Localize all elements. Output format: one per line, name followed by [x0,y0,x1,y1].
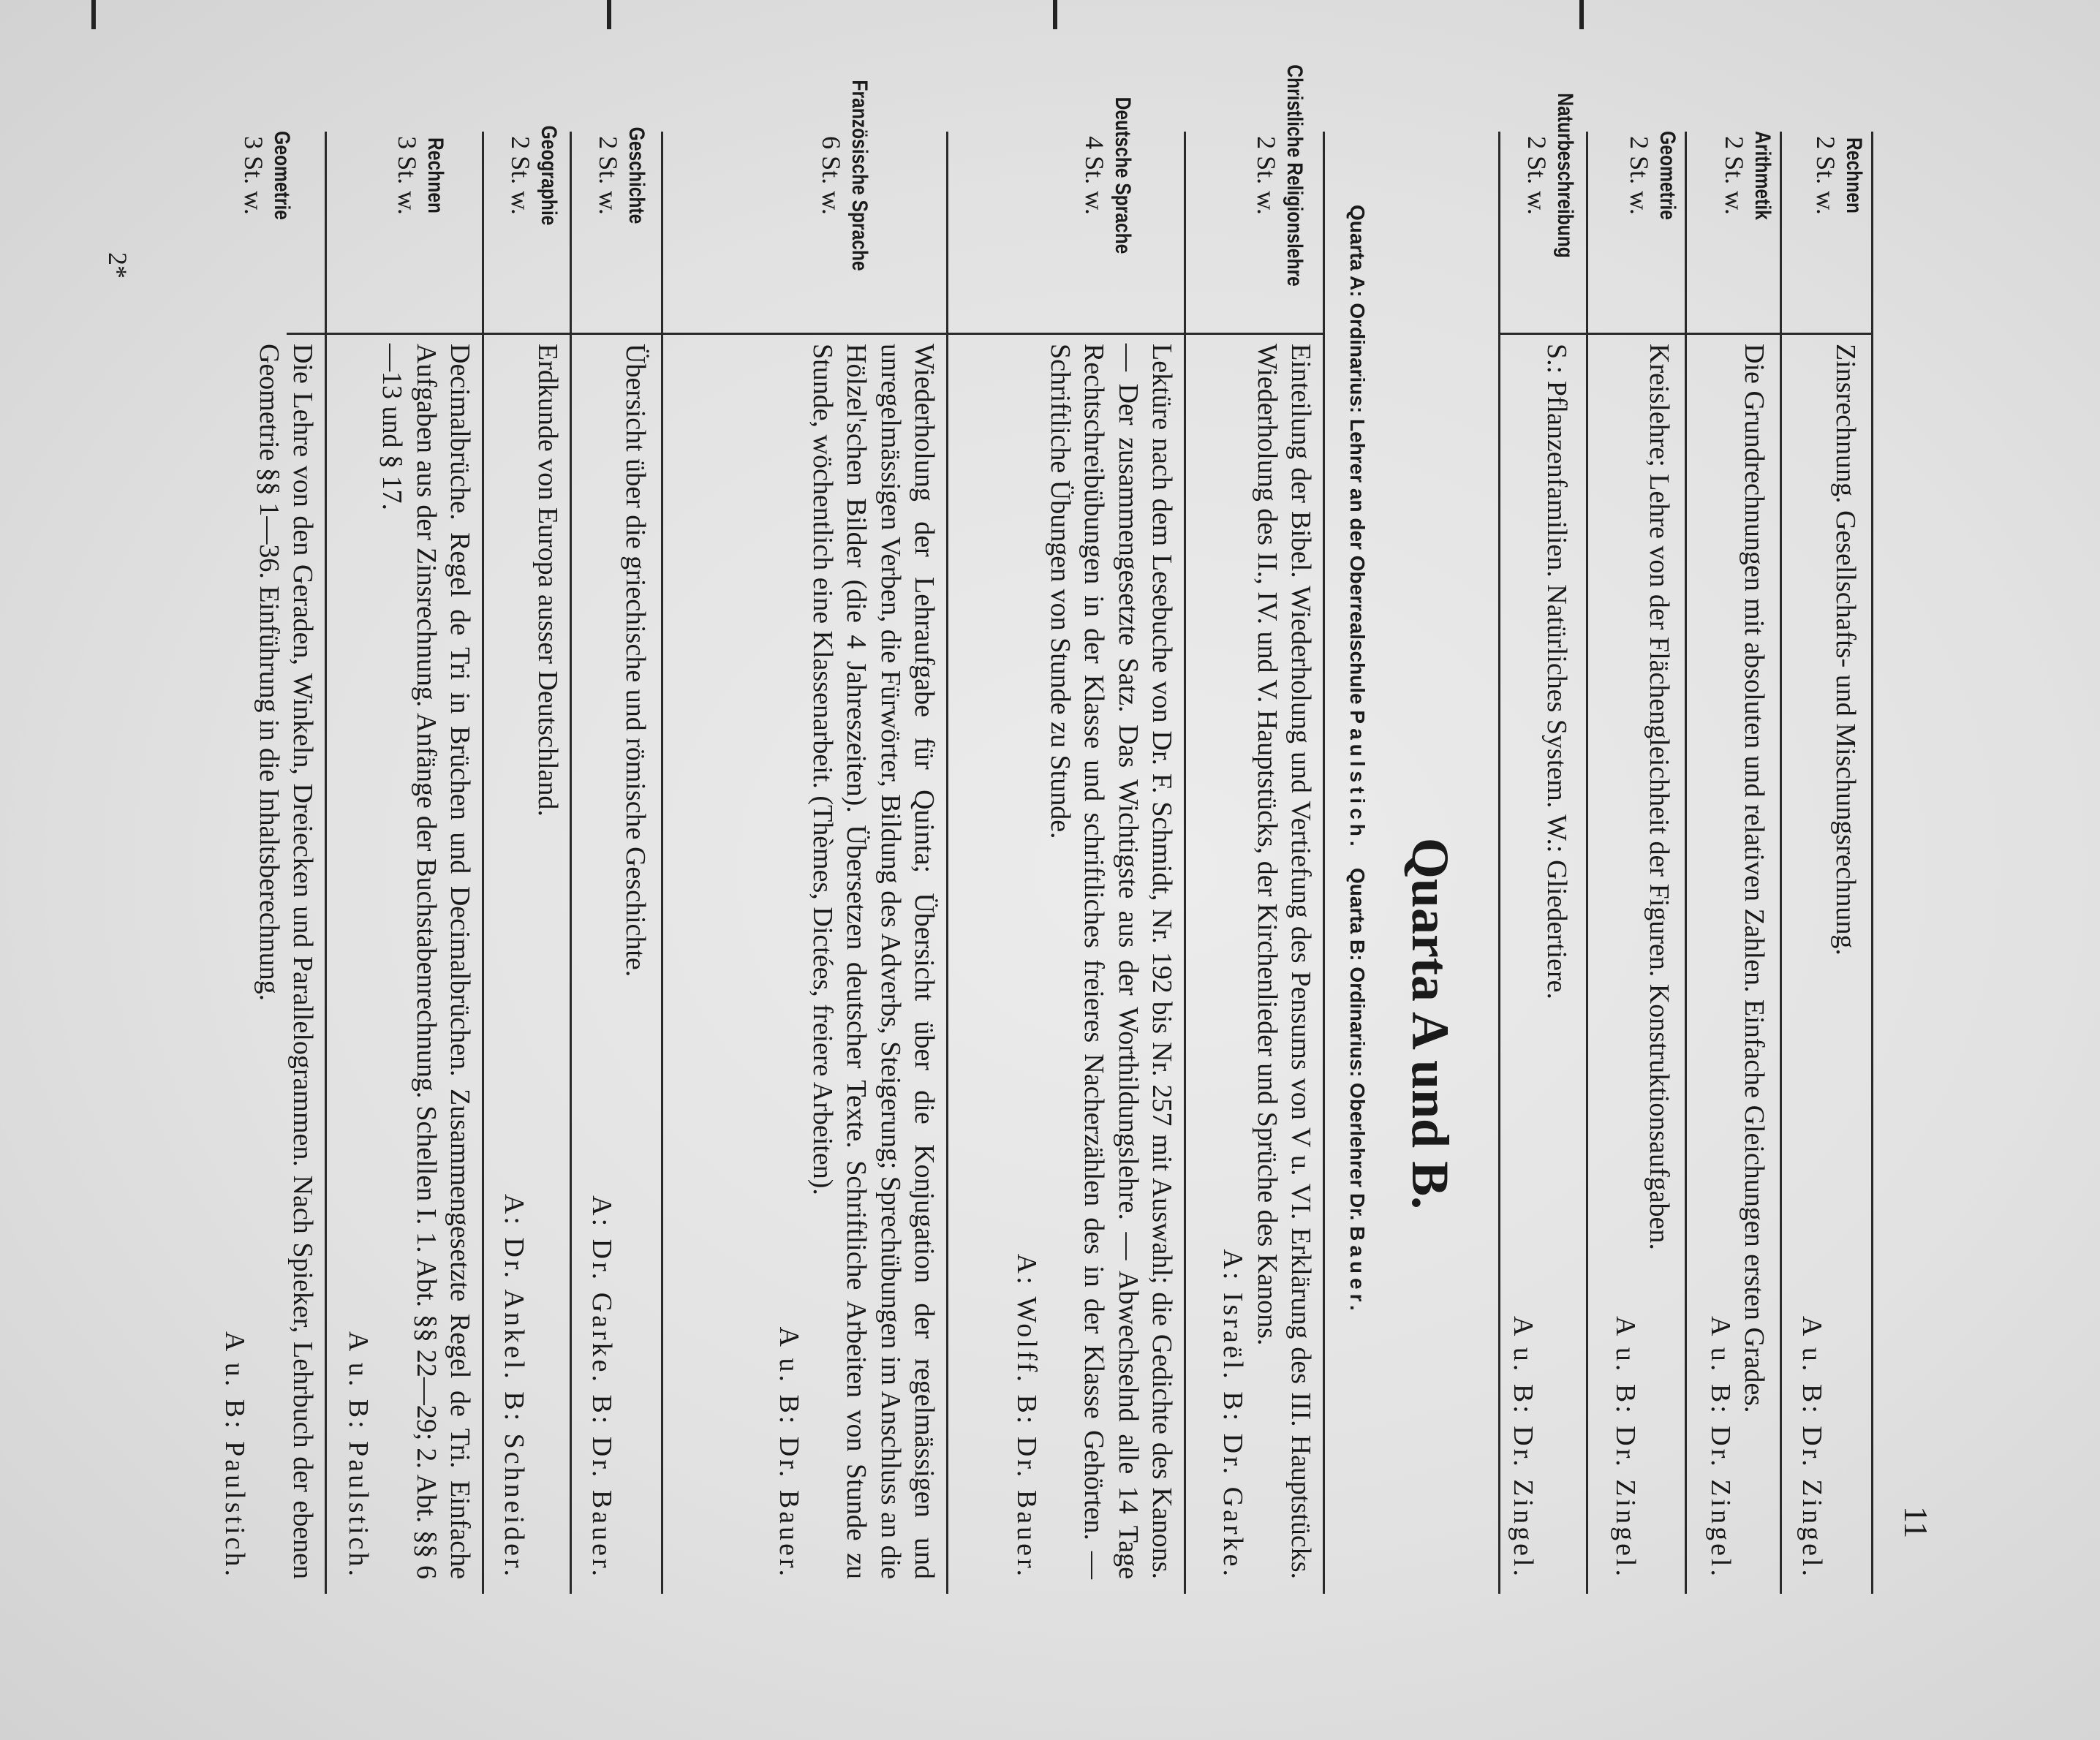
description-text: Einteilung der Bibel. Wiederholung und Vertiefung des Pensums von V u. VI. Erklärung des III. Hauptstücks. Wiederholung des II., IV. und V. Hauptstücks, der Kirchenlieder und Sprüche des Kanons. [1251,344,1316,1579]
table-row [1810,15,1866,336]
section-title: Quarta A und B. [1401,837,1459,1210]
table-row [1624,15,1680,336]
subject-hours: 2 St. w. [1522,136,1552,215]
subject-hours: 2 St. w. [1720,136,1750,215]
table-rule [1780,132,1782,1594]
teacher-line: A: Dr. Garke. B: Dr. Bauer. [586,1195,617,1579]
table-rule [482,132,484,1594]
row-description [1506,344,1574,1579]
subject-cell [816,15,872,336]
teacher-line: A u. B: Dr. Zingel. [1507,1316,1538,1579]
subject-cell [392,15,447,336]
teacher-line: A: Israël. B: Dr. Garke. [1217,1249,1249,1579]
subject-name: Christliche Religionslehre [1283,64,1307,287]
description-text: Zinsrechnung. Gesellschafts- und Mischungsrechnung. [1830,344,1861,956]
ordinarius-line [1345,205,1369,1667]
subject-hours: 2 St. w. [1252,136,1282,215]
table-rule [1323,132,1325,1594]
ordinarius-a: Quarta A: Ordinarius: Lehrer an der Oberrealschule [1346,205,1369,705]
subject-cell [1624,15,1680,336]
table-rule [1871,132,1873,1594]
subject-name: Geometrie [1655,131,1680,220]
subject-cell [238,15,294,336]
subject-cell [1719,15,1775,336]
subject-cell [1251,15,1307,336]
row-description [1608,344,1676,1579]
teacher-line: A: Wolff. B: Dr. Bauer. [1011,1253,1042,1579]
row-description [1216,344,1318,1579]
subject-cell [593,15,649,336]
row-description [584,344,652,1579]
table-row [1719,15,1775,336]
subject-cell [1079,15,1135,336]
table-rule [570,132,572,1594]
subject-cell [1810,15,1866,336]
table-row [1079,15,1135,336]
subject-name: Rechnen [1842,137,1866,213]
description-text: Die Grundrechnungen mit absoluten und relativen Zahlen. Einfache Gleichungen ersten Grades. [1739,344,1769,1413]
table-rule [1685,132,1687,1594]
ordinarius-a-name: Paulstich. [1346,710,1369,851]
table-row [505,15,561,336]
subject-hours: 4 St. w. [1080,136,1110,215]
table-row [1522,15,1577,336]
subject-hours: 6 St. w. [817,136,847,215]
description-text: Erdkunde von Europa ausser Deutschland. [532,344,563,817]
page-number: 11 [1897,1506,1935,1539]
table-rule [661,132,663,1594]
table-rule [1184,132,1186,1594]
teacher-line: A u. B: Paulstich. [342,1331,374,1579]
teacher-line: A u. B: Dr. Bauer. [773,1326,804,1579]
subject-name: Naturbeschreibung [1553,93,1577,258]
teacher-line: A u. B: Dr. Zingel. [1704,1316,1736,1579]
subject-cell [1522,15,1577,336]
subject-hours: 3 St. w. [393,136,423,215]
ordinarius-b: Quarta B: Ordinarius: Oberlehrer Dr. [1346,868,1369,1221]
table-row [392,15,447,336]
page-signature: 2* [103,252,132,279]
table-rule [325,132,327,1594]
subject-name: Deutsche Sprache [1111,97,1135,254]
teacher-line: A: Dr. Ankel. B: Schneider. [498,1193,529,1579]
description-text: Wiederholung der Lehraufgabe für Quinta; Übersicht über die Konjugation der regelmässigen und unregelmässigen Verben, die Fürwörter, Bildung des Adverbs, Steigerung; Sprechübungen im Anschluss an die Hölzel'schen Bilder (die 4 Jahreszeiten). Übersetzen deutscher Texte. Schriftliche Arbeiten von Stunde zu Stunde, wöchentlich eine Klassenarbeit. (Thèmes, Dictées, freiere Arbeiten). [807,344,940,1579]
subject-name: Rechnen [423,137,447,213]
subject-hours: 2 St. w. [1811,136,1841,215]
row-description [1009,344,1179,1579]
table-row [816,15,872,336]
table-row [1251,15,1307,336]
description-text: Lektüre nach dem Lesebuche von Dr. F. Schmidt, Nr. 192 bis Nr. 257 mit Auswahl; die Gedichte des Kanons. — Der zusammengesetzte Satz. Das Wichtigste aus der Worthildungslehre. — Abwechselnd alle 14 Tage Rechtschreibübungen in der Klasse und schriftliches freieres Nacherzählen des in der Klasse Gehörten. — Schriftliche Übungen von Stunde zu Stunde. [1044,344,1177,1579]
row-description [218,344,320,1579]
teacher-line: A u. B: Paulstich. [219,1331,251,1579]
table-rule [1498,132,1500,1594]
subject-name: Geschichte [624,126,649,224]
row-description [771,344,941,1579]
description-text: Die Lehre von den Geraden, Winkeln, Dreiecken und Parallelogrammen. Nach Spieker, Lehrbuch der ebenen Geometrie §§ 1—36. Einführung in die Inhaltsberechnung. [253,344,318,1579]
row-description [1794,344,1862,1579]
subject-name: Geometrie [270,131,294,220]
description-text: Decimalbrüche. Regel de Tri in Brüchen und Decimalbrüchen. Zusammengesetzte Regel de Tri. Einfache Aufgaben aus der Zinsrechnung. Anfänge der Buchstabenrechnung. Schellen I. 1. Abt. §§ 22—29; 2. Abt. §§ 6—13 und § 17. [377,344,475,1579]
description-text: Übersicht über die griechische und römische Geschichte. [620,344,651,977]
subject-name: Französische Sprache [847,80,872,271]
subject-cell [505,15,561,336]
subject-name: Geographie [537,125,561,226]
teacher-line: A u. B: Dr. Zingel. [1609,1316,1641,1579]
row-description [1703,344,1771,1579]
table-row [593,15,649,336]
subject-hours: 2 St. w. [1625,136,1655,215]
description-text: S.: Pflanzenfamilien. Natürliches System. W.: Gliedertiere. [1541,344,1572,1000]
row-description [341,344,477,1579]
subject-hours: 3 St. w. [239,136,269,215]
table-row [238,15,294,336]
subject-hours: 2 St. w. [594,136,624,215]
subject-hours: 2 St. w. [506,136,536,215]
subject-name: Arithmetik [1750,131,1775,220]
teacher-line: A u. B: Dr. Zingel. [1796,1316,1827,1579]
table-rule [1586,132,1588,1594]
table-rule [946,132,948,1594]
ordinarius-b-name: Bauer. [1346,1226,1369,1315]
description-text: Kreislehre; Lehre von der Flächengleichheit der Figuren. Konstruktionsaufgaben. [1644,344,1674,1250]
row-description [496,344,564,1579]
